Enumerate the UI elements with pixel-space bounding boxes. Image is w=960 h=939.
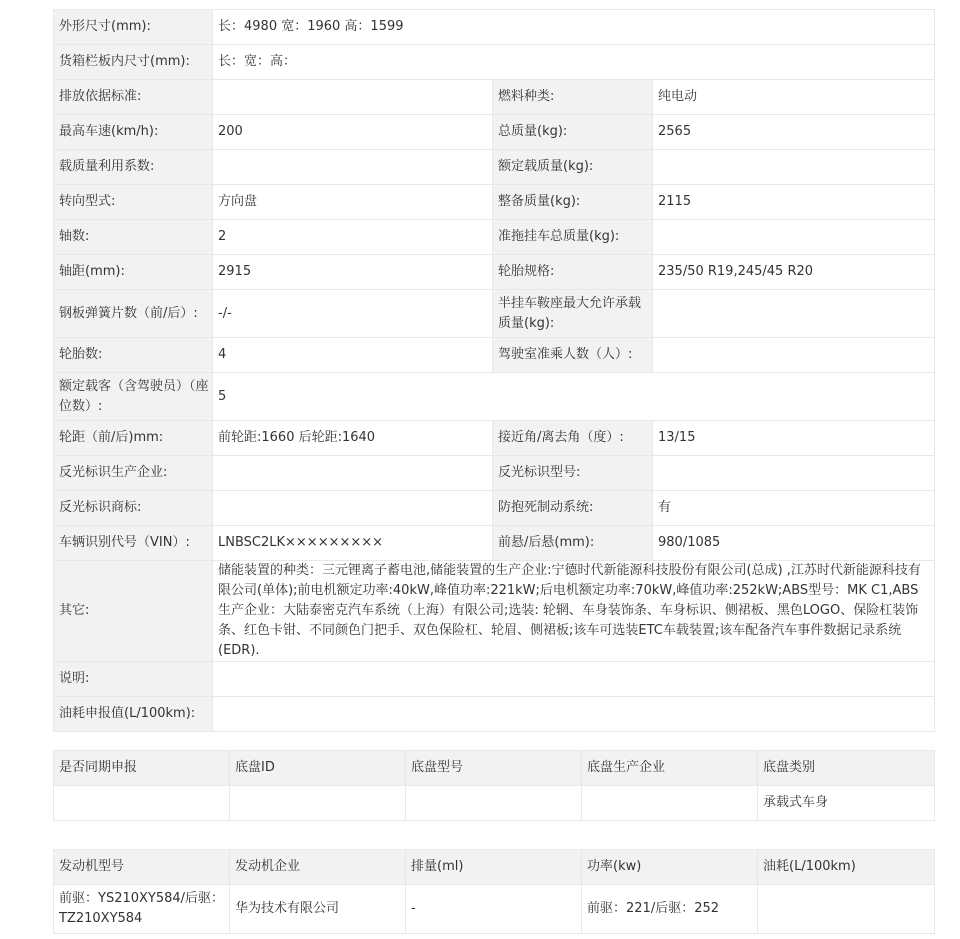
angle-label: 接近角/离去角（度）: (493, 421, 653, 456)
cab-seats-label: 驾驶室准乘人数（人）: (493, 338, 653, 373)
seats-label: 额定载客（含驾驶员）（座位数）: (54, 373, 213, 421)
steering-label: 转向型式: (54, 185, 213, 220)
spec-row-emission (54, 80, 935, 115)
engine-header-consumption: 油耗(L/100km) (758, 850, 935, 885)
curb-mass-value: 2115 (653, 185, 935, 220)
wheelbase-label: 轴距(mm): (54, 255, 213, 290)
track-label: 轮距（前/后)mm: (54, 421, 213, 456)
engine-maker-cell: 华为技术有限公司 (230, 885, 406, 934)
spec-row-steering (54, 185, 935, 220)
spec-row-speed (54, 115, 935, 150)
other-label: 其它: (54, 561, 213, 662)
seats-value: 5 (213, 373, 935, 421)
vin-value: LNBSC2LK××××××××× (213, 526, 493, 561)
fuel-consumption-value (213, 697, 935, 732)
chassis-model-cell (406, 786, 582, 821)
vin-label: 车辆识别代号（VIN）: (54, 526, 213, 561)
abs-value: 有 (653, 491, 935, 526)
spec-row-seats (54, 373, 935, 421)
spec-row-brand (54, 491, 935, 526)
chassis-sync-cell (54, 786, 230, 821)
reflector-brand-label: 反光标识商标: (54, 491, 213, 526)
axles-value: 2 (213, 220, 493, 255)
cargo-value: 长：宽：高： (213, 45, 935, 80)
chassis-header-row (54, 751, 935, 786)
cab-seats-value (653, 338, 935, 373)
engine-model-cell: 前驱：YS210XY584/后驱：TZ210XY584 (54, 885, 230, 934)
engine-header-maker: 发动机企业 (230, 850, 406, 885)
chassis-header-model: 底盘型号 (406, 751, 582, 786)
reflector-brand-value (213, 491, 493, 526)
note-label: 说明: (54, 662, 213, 697)
tire-spec-label: 轮胎规格: (493, 255, 653, 290)
spec-row-wheelbase (54, 255, 935, 290)
table-row (54, 885, 935, 934)
abs-label: 防抱死制动系统: (493, 491, 653, 526)
speed-label: 最高车速(km/h): (54, 115, 213, 150)
spring-label: 钢板弹簧片数（前/后）: (54, 290, 213, 338)
tires-label: 轮胎数: (54, 338, 213, 373)
tire-spec-value: 235/50 R19,245/45 R20 (653, 255, 935, 290)
track-value: 前轮距:1660 后轮距:1640 (213, 421, 493, 456)
semitrailer-value (653, 290, 935, 338)
vehicle-spec-table (53, 9, 935, 732)
spec-row-track (54, 421, 935, 456)
dims-label: 外形尺寸(mm): (54, 10, 213, 45)
chassis-header-type: 底盘类别 (758, 751, 935, 786)
spec-row-load (54, 150, 935, 185)
chassis-header-id: 底盘ID (230, 751, 406, 786)
chassis-table (53, 750, 935, 821)
engine-consumption-cell (758, 885, 935, 934)
overhang-value: 980/1085 (653, 526, 935, 561)
note-value (213, 662, 935, 697)
spec-row-axles (54, 220, 935, 255)
engine-header-row (54, 850, 935, 885)
overhang-label: 前悬/后悬(mm): (493, 526, 653, 561)
chassis-maker-cell (582, 786, 758, 821)
steering-value: 方向盘 (213, 185, 493, 220)
engine-displacement-cell: - (406, 885, 582, 934)
spec-row-cargo (54, 45, 935, 80)
dims-value: 长：4980 宽：1960 高：1599 (213, 10, 935, 45)
engine-header-model: 发动机型号 (54, 850, 230, 885)
fuel-label: 燃料种类: (493, 80, 653, 115)
speed-value: 200 (213, 115, 493, 150)
engine-header-power: 功率(kw) (582, 850, 758, 885)
axles-label: 轴数: (54, 220, 213, 255)
curb-mass-label: 整备质量(kg): (493, 185, 653, 220)
spec-row-note (54, 662, 935, 697)
chassis-type-cell: 承载式车身 (758, 786, 935, 821)
reflector-model-value (653, 456, 935, 491)
other-value: 储能装置的种类：三元锂离子蓄电池,储能装置的生产企业:宁德时代新能源科技股份有限公司(总成) ,江苏时代新能源科技有限公司(单体);前电机额定功率:40kW,峰值功率:221kW;后电机额定功率:70kW,峰值功率:252kW;ABS型号：MK C1,ABS生产企业：大陆泰密克汽车系统（上海）有限公司;选装: 轮辋、车身装饰条、车身标识、侧裙板、黑色LOGO、保险杠装饰条、红色卡钳、不同颜色门把手、双色保险杠、轮眉、侧裙板;该车可选装ETC车载装置;该车配备汽车事件数据记录系统(EDR). (213, 561, 935, 662)
trailer-mass-label: 准拖挂车总质量(kg): (493, 220, 653, 255)
engine-table (53, 849, 935, 934)
spec-row-fuel-consumption (54, 697, 935, 732)
chassis-id-cell (230, 786, 406, 821)
reflector-maker-label: 反光标识生产企业: (54, 456, 213, 491)
tires-value: 4 (213, 338, 493, 373)
trailer-mass-value (653, 220, 935, 255)
gross-mass-label: 总质量(kg): (493, 115, 653, 150)
angle-value: 13/15 (653, 421, 935, 456)
load-coef-value (213, 150, 493, 185)
spec-row-dimensions (54, 10, 935, 45)
semitrailer-label: 半挂车鞍座最大允许承载质量(kg): (493, 290, 653, 338)
chassis-header-maker: 底盘生产企业 (582, 751, 758, 786)
cargo-label: 货箱栏板内尺寸(mm): (54, 45, 213, 80)
rated-load-label: 额定载质量(kg): (493, 150, 653, 185)
spec-row-vin (54, 526, 935, 561)
emission-label: 排放依据标准: (54, 80, 213, 115)
engine-header-displacement: 排量(ml) (406, 850, 582, 885)
emission-value (213, 80, 493, 115)
reflector-maker-value (213, 456, 493, 491)
spec-row-spring (54, 290, 935, 338)
table-row (54, 786, 935, 821)
spec-row-other (54, 561, 935, 662)
fuel-value: 纯电动 (653, 80, 935, 115)
wheelbase-value: 2915 (213, 255, 493, 290)
spec-row-reflector (54, 456, 935, 491)
rated-load-value (653, 150, 935, 185)
spring-value: -/- (213, 290, 493, 338)
chassis-header-sync: 是否同期申报 (54, 751, 230, 786)
load-coef-label: 载质量利用系数: (54, 150, 213, 185)
gross-mass-value: 2565 (653, 115, 935, 150)
spec-row-tires (54, 338, 935, 373)
reflector-model-label: 反光标识型号: (493, 456, 653, 491)
engine-power-cell: 前驱：221/后驱：252 (582, 885, 758, 934)
fuel-consumption-label: 油耗申报值(L/100km): (54, 697, 213, 732)
